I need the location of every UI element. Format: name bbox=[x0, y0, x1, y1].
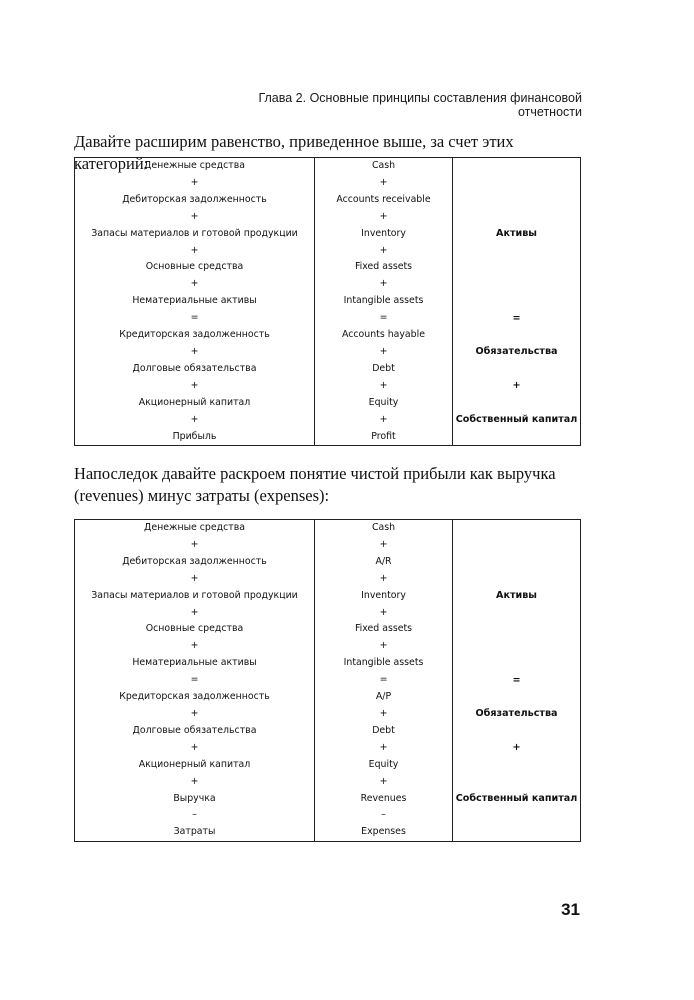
russian-term-cell: Акционерный капитал bbox=[75, 757, 315, 774]
english-term-cell: + bbox=[315, 209, 453, 226]
russian-term-cell: + bbox=[75, 344, 315, 361]
russian-term-cell: + bbox=[75, 412, 315, 429]
table-row bbox=[75, 757, 581, 774]
russian-term-cell: + bbox=[75, 774, 315, 791]
russian-term-cell: Нематериальные активы bbox=[75, 655, 315, 672]
russian-term-cell: + bbox=[75, 605, 315, 622]
russian-term-cell: + bbox=[75, 209, 315, 226]
russian-term-cell: = bbox=[75, 310, 315, 327]
russian-term-cell: + bbox=[75, 378, 315, 395]
russian-term-cell: Выручка bbox=[75, 791, 315, 808]
category-assets: Активы bbox=[453, 158, 581, 311]
english-term-cell: = bbox=[315, 672, 453, 689]
english-term-cell: + bbox=[315, 175, 453, 192]
equation-table-1 bbox=[74, 157, 581, 446]
running-header: Глава 2. Основные принципы составления финансовой отчетности bbox=[258, 91, 582, 119]
russian-term-cell: Запасы материалов и готовой продукции bbox=[75, 588, 315, 605]
english-term-cell: Accounts receivable bbox=[315, 192, 453, 209]
table-row bbox=[75, 740, 581, 757]
table-row bbox=[75, 310, 581, 327]
english-term-cell: + bbox=[315, 706, 453, 723]
english-term-cell: Revenues bbox=[315, 791, 453, 808]
english-term-cell: + bbox=[315, 774, 453, 791]
russian-term-cell: Нематериальные активы bbox=[75, 293, 315, 310]
table-row bbox=[75, 395, 581, 412]
english-term-cell: + bbox=[315, 412, 453, 429]
russian-term-cell: Основные средства bbox=[75, 259, 315, 276]
english-term-cell: – bbox=[315, 807, 453, 824]
category-equals: = bbox=[453, 672, 581, 689]
table-row bbox=[75, 689, 581, 706]
english-term-cell: + bbox=[315, 537, 453, 554]
russian-term-cell: Основные средства bbox=[75, 621, 315, 638]
russian-term-cell: + bbox=[75, 740, 315, 757]
english-term-cell: Equity bbox=[315, 757, 453, 774]
russian-term-cell: Затраты bbox=[75, 824, 315, 841]
russian-term-cell: Кредиторская задолженность bbox=[75, 327, 315, 344]
english-term-cell: = bbox=[315, 310, 453, 327]
english-term-cell: Cash bbox=[315, 158, 453, 175]
english-term-cell: Cash bbox=[315, 520, 453, 537]
english-term-cell: Debt bbox=[315, 361, 453, 378]
english-term-cell: Inventory bbox=[315, 226, 453, 243]
russian-term-cell: + bbox=[75, 276, 315, 293]
category-plus: + bbox=[453, 378, 581, 395]
english-term-cell: A/P bbox=[315, 689, 453, 706]
table-row bbox=[75, 327, 581, 344]
russian-term-cell: + bbox=[75, 243, 315, 260]
russian-term-cell: Денежные средства bbox=[75, 520, 315, 537]
russian-term-cell: Дебиторская задолженность bbox=[75, 192, 315, 209]
english-term-cell: + bbox=[315, 571, 453, 588]
english-term-cell: + bbox=[315, 276, 453, 293]
equation-table-2 bbox=[74, 519, 581, 842]
category-plus: + bbox=[453, 740, 581, 757]
english-term-cell: + bbox=[315, 243, 453, 260]
russian-term-cell: + bbox=[75, 537, 315, 554]
english-term-cell: Intangible assets bbox=[315, 293, 453, 310]
english-term-cell: Accounts hayable bbox=[315, 327, 453, 344]
russian-term-cell: Кредиторская задолженность bbox=[75, 689, 315, 706]
russian-term-cell: Долговые обязательства bbox=[75, 361, 315, 378]
category-liabilities: Обязательства bbox=[453, 327, 581, 378]
category-assets: Активы bbox=[453, 520, 581, 673]
category-equity: Собственный капитал bbox=[453, 395, 581, 446]
english-term-cell: Intangible assets bbox=[315, 655, 453, 672]
russian-term-cell: Акционерный капитал bbox=[75, 395, 315, 412]
russian-term-cell: Запасы материалов и готовой продукции bbox=[75, 226, 315, 243]
russian-term-cell: Дебиторская задолженность bbox=[75, 554, 315, 571]
english-term-cell: Fixed assets bbox=[315, 621, 453, 638]
intro-paragraph: Давайте расширим равенство, приведенное выше, за счет этих категорий: bbox=[74, 132, 514, 173]
english-term-cell: + bbox=[315, 740, 453, 757]
category-equity: Собственный капитал bbox=[453, 757, 581, 842]
russian-term-cell: + bbox=[75, 571, 315, 588]
net-income-paragraph: Напоследок давайте раскроем понятие чистой прибыли как выручка (revenues) минус затраты (expenses): bbox=[74, 464, 556, 505]
russian-term-cell: + bbox=[75, 706, 315, 723]
english-term-cell: + bbox=[315, 605, 453, 622]
russian-term-cell: + bbox=[75, 175, 315, 192]
english-term-cell: + bbox=[315, 378, 453, 395]
russian-term-cell: Прибыль bbox=[75, 429, 315, 446]
category-equals: = bbox=[453, 310, 581, 327]
english-term-cell: + bbox=[315, 344, 453, 361]
english-term-cell: Debt bbox=[315, 723, 453, 740]
english-term-cell: Inventory bbox=[315, 588, 453, 605]
english-term-cell: Fixed assets bbox=[315, 259, 453, 276]
english-term-cell: A/R bbox=[315, 554, 453, 571]
english-term-cell: + bbox=[315, 638, 453, 655]
russian-term-cell: + bbox=[75, 638, 315, 655]
russian-term-cell: – bbox=[75, 807, 315, 824]
table-row bbox=[75, 158, 581, 175]
table-row bbox=[75, 672, 581, 689]
russian-term-cell: Долговые обязательства bbox=[75, 723, 315, 740]
table-row bbox=[75, 378, 581, 395]
page-number: 31 bbox=[561, 900, 580, 919]
english-term-cell: Equity bbox=[315, 395, 453, 412]
english-term-cell: Profit bbox=[315, 429, 453, 446]
russian-term-cell: = bbox=[75, 672, 315, 689]
category-liabilities: Обязательства bbox=[453, 689, 581, 740]
russian-term-cell: Денежные средства bbox=[75, 158, 315, 175]
english-term-cell: Expenses bbox=[315, 824, 453, 841]
table-row bbox=[75, 520, 581, 537]
